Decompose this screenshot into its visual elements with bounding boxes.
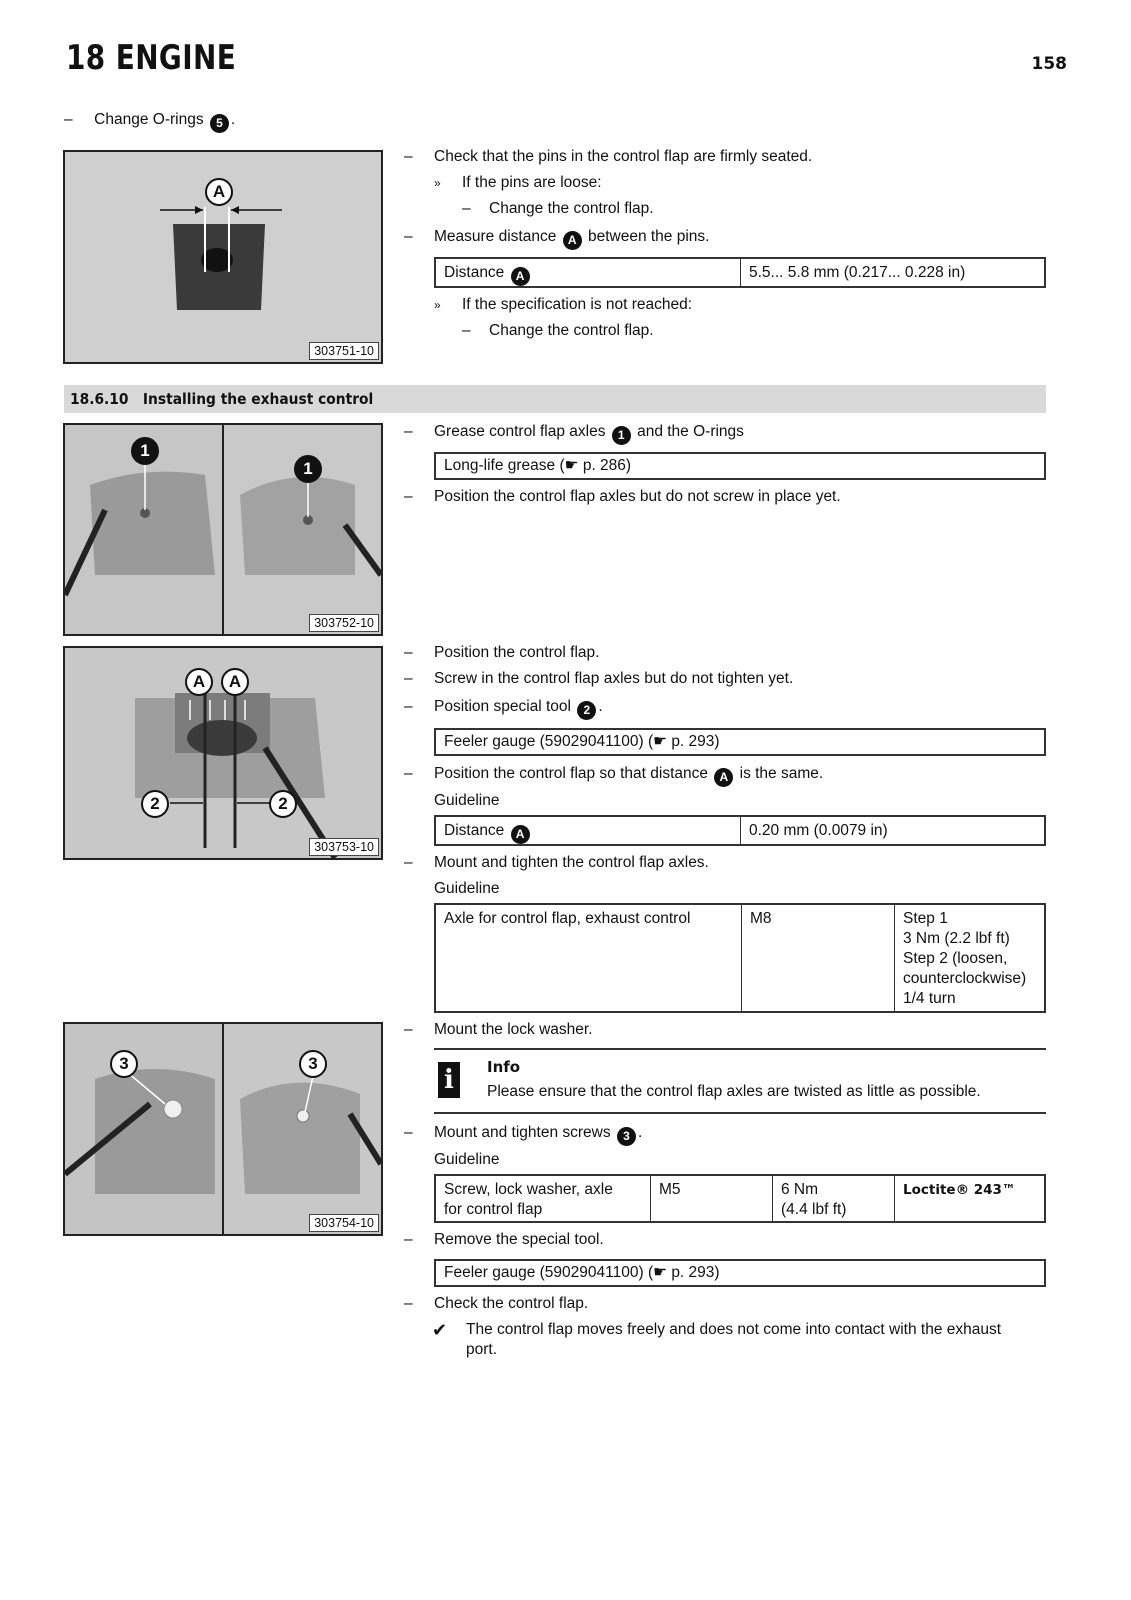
step-position-flap: Position the control flap.: [434, 644, 600, 661]
info-box: [434, 1048, 1046, 1114]
step-equal-distance: [434, 764, 823, 787]
condition-pins-loose: If the pins are loose:: [462, 174, 602, 191]
tool-reference: [434, 728, 1046, 756]
checkmark-icon: ✔: [432, 1320, 448, 1340]
text: and the O-rings: [637, 423, 744, 440]
step-mount-washer: Mount the lock washer.: [434, 1021, 593, 1038]
photo-id: 303751-10: [309, 342, 379, 360]
spec-line: 1/4 turn: [903, 990, 956, 1007]
info-title: Info: [487, 1058, 521, 1076]
dash: –: [404, 644, 413, 661]
spec-line: counterclockwise): [903, 970, 1027, 987]
distance-table: [434, 257, 1046, 288]
step-grease-axles: [434, 422, 744, 445]
step-tighten-screws: Mount and tighten screws 3 .: [434, 1123, 642, 1146]
chapter-title: 18 ENGINE: [66, 38, 237, 78]
callout-2: 2: [269, 790, 297, 818]
dash: –: [404, 854, 413, 871]
screw-thread: M5: [650, 1176, 772, 1221]
marker-3: 3: [617, 1127, 636, 1146]
callout-a: A: [205, 178, 233, 206]
photo-special-tool: [63, 646, 383, 860]
text: between the pins.: [587, 228, 710, 245]
chevron: »: [434, 298, 441, 312]
dash: –: [404, 1295, 413, 1312]
photo-id: 303752-10: [309, 614, 379, 632]
photo-id: 303754-10: [309, 1214, 379, 1232]
dash: –: [404, 228, 413, 245]
dash: –: [404, 1021, 413, 1038]
distance-label: Distance: [444, 264, 505, 281]
callout-a: A: [221, 668, 249, 696]
step-measure-distance: [434, 227, 709, 250]
callout-3: 3: [110, 1050, 138, 1078]
part-line: for control flap: [444, 1201, 543, 1218]
tool-reference: [434, 1259, 1046, 1287]
torque-line: (4.4 lbf ft): [781, 1201, 847, 1218]
distance-label-cell: [436, 259, 740, 286]
dash: –: [404, 1231, 413, 1248]
step-position-axles: Position the control flap axles but do not screw in place yet.: [434, 488, 841, 505]
result-line: port.: [466, 1341, 498, 1358]
marker-2: 2: [577, 701, 596, 720]
text: Grease control flap axles: [434, 423, 606, 440]
info-text: Please ensure that the control flap axles are twisted as little as possible.: [487, 1083, 981, 1100]
dash: –: [404, 698, 413, 715]
action-change-flap: Change the control flap.: [489, 322, 654, 339]
dash: –: [404, 488, 413, 505]
step-tighten-axles: Mount and tighten the control flap axles.: [434, 854, 709, 871]
section-number: 18.6.10: [70, 390, 129, 408]
marker-a: A: [714, 768, 733, 787]
callout-1: 1: [294, 455, 322, 483]
dash: –: [462, 200, 471, 217]
spec-line: Step 1: [903, 910, 948, 927]
callout-3: 3: [299, 1050, 327, 1078]
section-title: [70, 390, 373, 408]
dash: –: [404, 423, 413, 440]
callout-2: 2: [141, 790, 169, 818]
distance-value: 0.20 mm (0.0079 in): [740, 817, 1044, 844]
photo-flap-axles: [63, 423, 383, 636]
step-remove-tool: Remove the special tool.: [434, 1231, 604, 1248]
callout-1: 1: [131, 437, 159, 465]
grease-link[interactable]: Long-life grease (☛ p. 286): [444, 457, 632, 474]
spec-line: 3 Nm (2.2 lbf ft): [903, 930, 1010, 947]
intro-step: – Change O-rings 5 .: [64, 110, 235, 133]
torque-table: [434, 903, 1046, 1013]
guideline-label: Guideline: [434, 1151, 500, 1168]
guideline-label: Guideline: [434, 792, 500, 809]
marker-a: A: [511, 825, 530, 844]
action-change-flap: Change the control flap.: [489, 200, 654, 217]
distance-label: Distance: [444, 822, 505, 839]
dash: –: [404, 670, 413, 687]
step-screw-axles: Screw in the control flap axles but do not tighten yet.: [434, 670, 794, 687]
dash: –: [404, 765, 413, 782]
screw-table: [434, 1174, 1046, 1223]
text: is the same.: [739, 765, 824, 782]
text: Position the control flap so that distance: [434, 765, 708, 782]
step-position-tool: Position special tool 2 .: [434, 697, 603, 720]
torque-part: Axle for control flap, exhaust control: [444, 910, 691, 927]
part-line: Screw, lock washer, axle: [444, 1181, 613, 1198]
condition-spec-not-reached: If the specification is not reached:: [462, 296, 693, 313]
screw-compound: Loctite® 243™: [894, 1176, 1044, 1221]
dash: –: [404, 148, 413, 165]
distance-label-cell: [436, 817, 740, 844]
result-line: The control flap moves freely and does not come into contact with the exhaust: [466, 1321, 1002, 1338]
info-icon: i: [438, 1062, 460, 1098]
intro-text: Change O-rings: [94, 111, 204, 128]
text: Mount and tighten screws: [434, 1124, 611, 1141]
torque-thread: M8: [741, 905, 894, 1011]
marker-a: A: [511, 267, 530, 286]
photo-control-flap: [63, 150, 383, 364]
dash: –: [462, 322, 471, 339]
section-heading: Installing the exhaust control: [142, 390, 374, 408]
distance-table: [434, 815, 1046, 846]
marker-1: 1: [612, 426, 631, 445]
callout-a: A: [185, 668, 213, 696]
spec-line: Step 2 (loosen,: [903, 950, 1008, 967]
photo-lock-screws: [63, 1022, 383, 1236]
step-check-pins: Check that the pins in the control flap are firmly seated.: [434, 148, 813, 165]
marker-a: A: [563, 231, 582, 250]
dash: –: [64, 111, 73, 128]
torque-spec: [894, 905, 1044, 1011]
chevron: »: [434, 176, 441, 190]
torque-line: 6 Nm: [781, 1181, 819, 1198]
grease-reference: [434, 452, 1046, 480]
guideline-label: Guideline: [434, 880, 500, 897]
screw-part: [436, 1176, 650, 1221]
photo-id: 303753-10: [309, 838, 379, 856]
page-number: 158: [1031, 54, 1067, 74]
distance-value: 5.5... 5.8 mm (0.217... 0.228 in): [740, 259, 1044, 286]
text: Position special tool: [434, 698, 571, 715]
feeler-gauge-link[interactable]: Feeler gauge (59029041100) (☛ p. 293): [444, 1264, 720, 1281]
feeler-gauge-link[interactable]: Feeler gauge (59029041100) (☛ p. 293): [444, 733, 720, 750]
text: Measure distance: [434, 228, 557, 245]
cylinder-illustration: [65, 425, 381, 634]
screw-torque: [772, 1176, 894, 1221]
marker-5: 5: [210, 114, 229, 133]
dash: –: [404, 1124, 413, 1141]
step-check-flap: Check the control flap.: [434, 1295, 589, 1312]
